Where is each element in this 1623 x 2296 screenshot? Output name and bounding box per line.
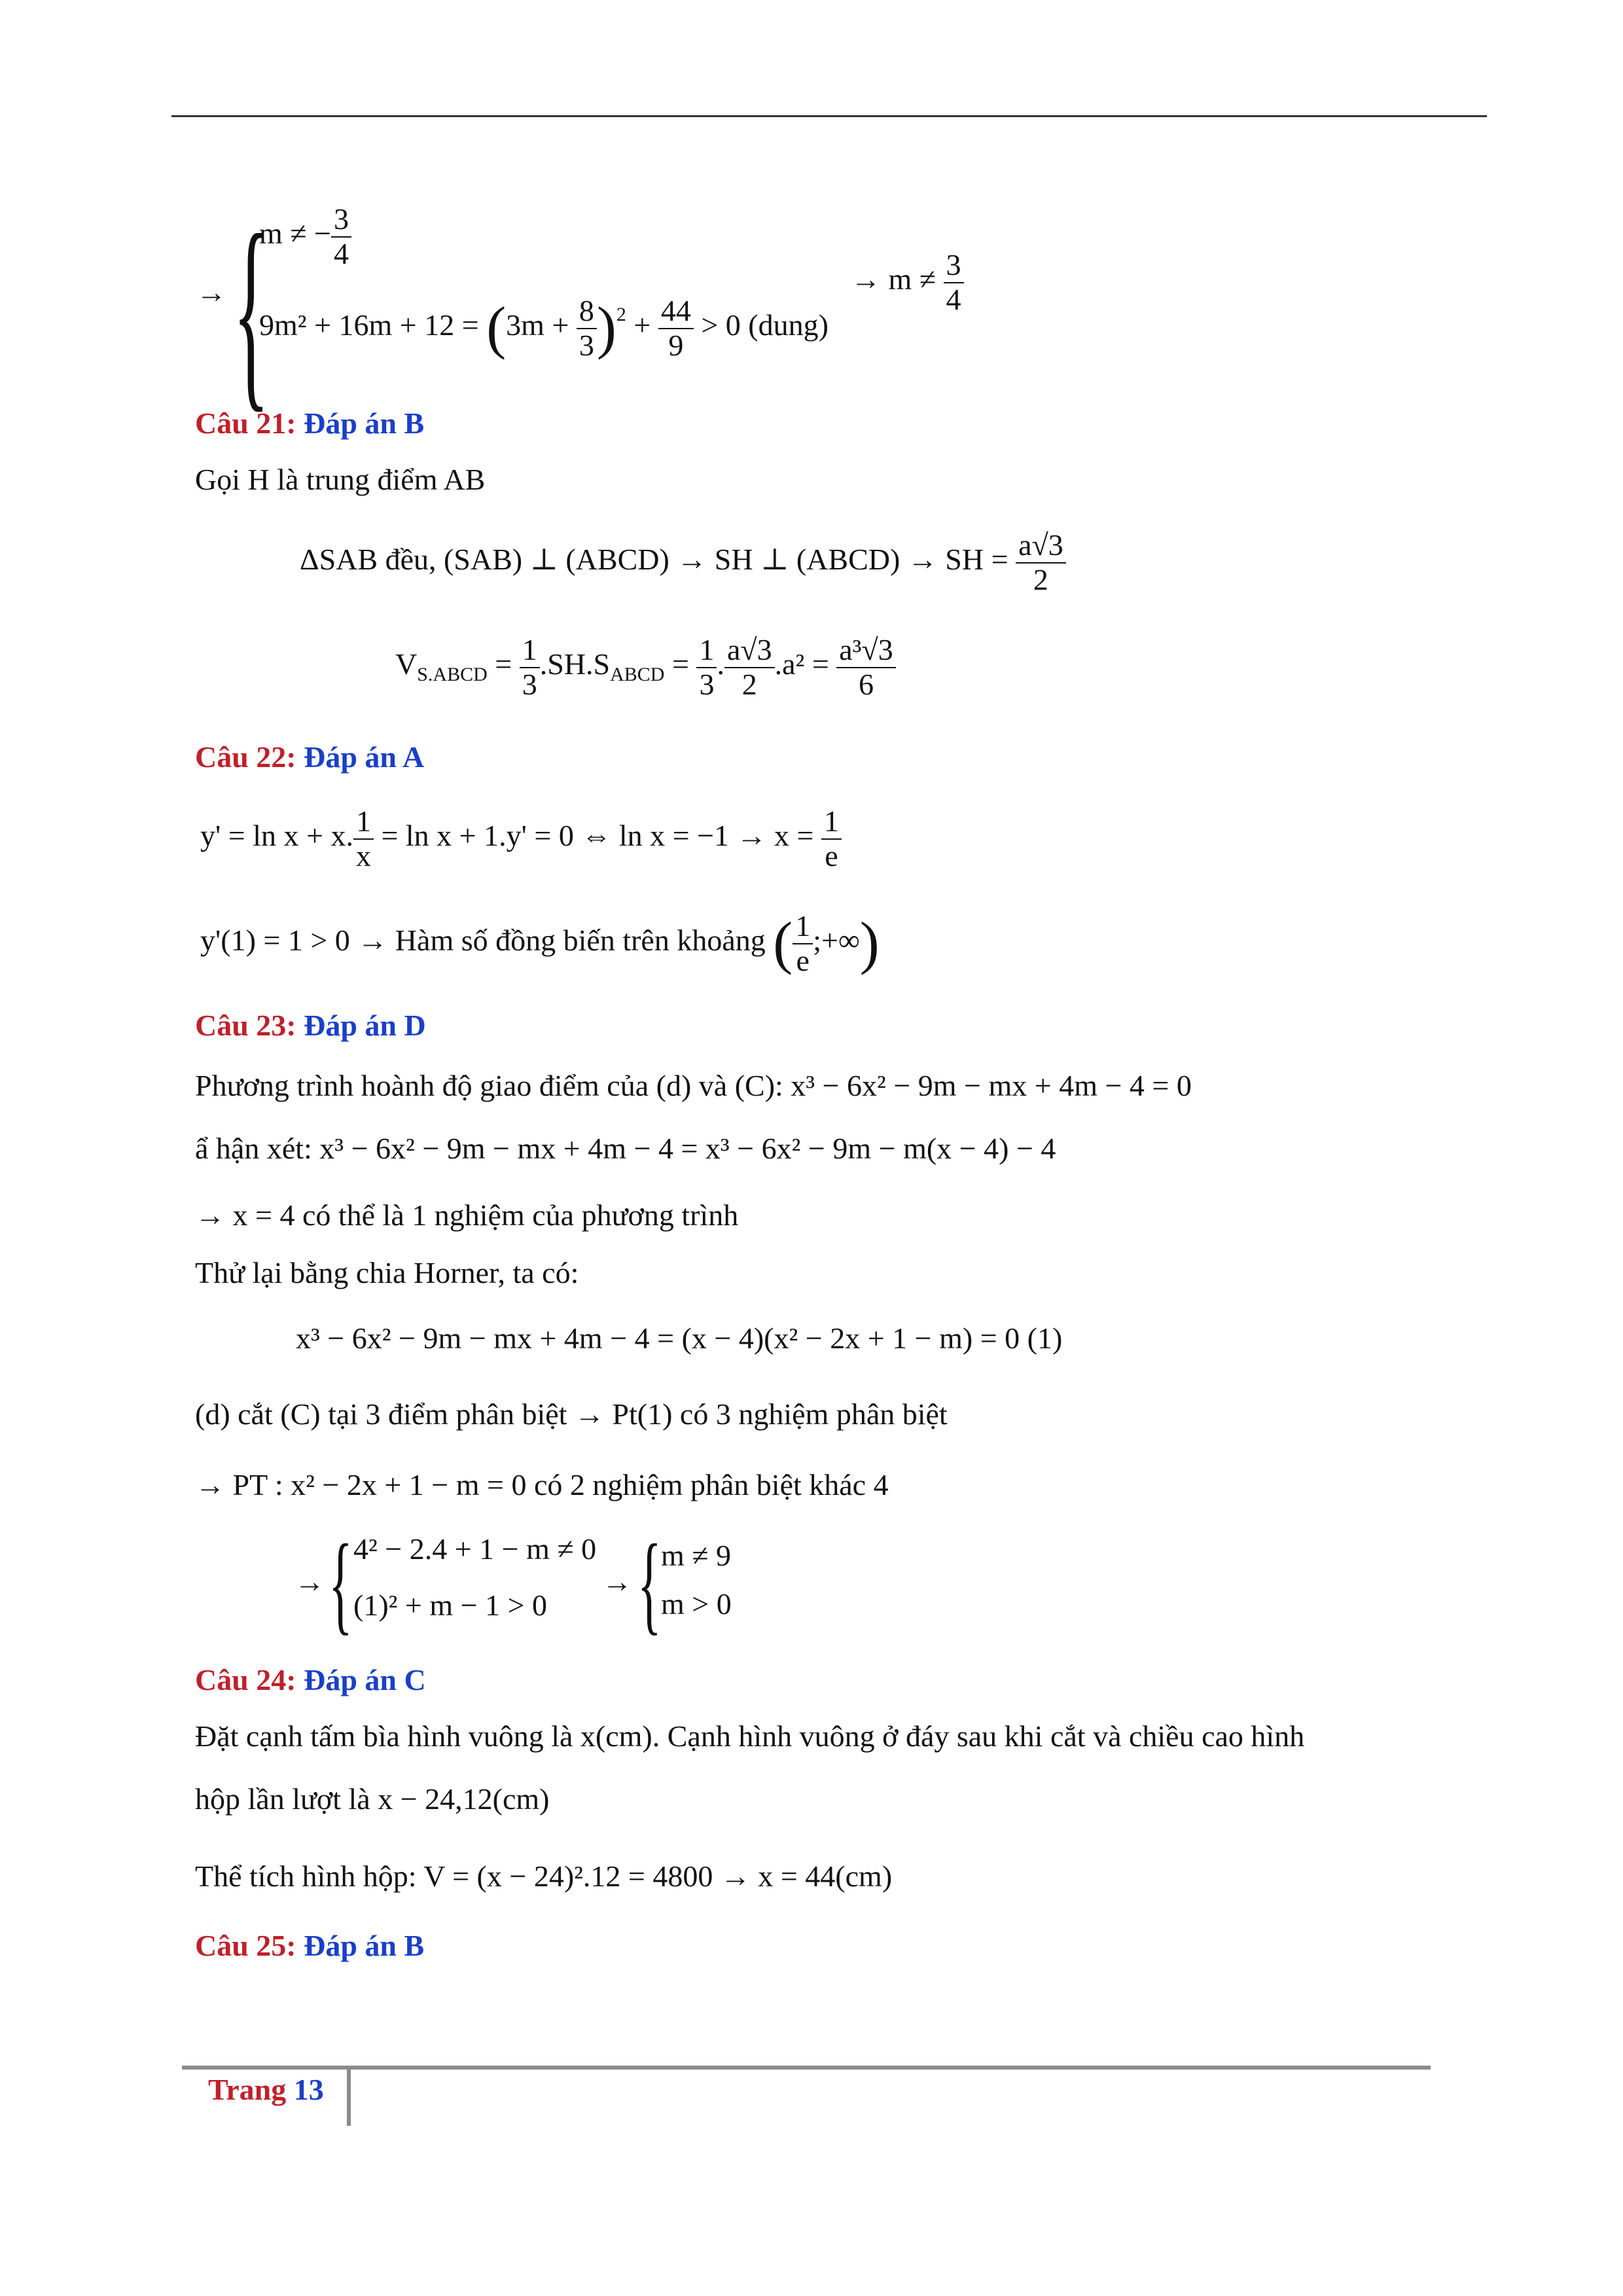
frac-3-4-b: $\frac{3}{4}$ [944,249,964,316]
frac-8-3: $\frac{8}{3}$ [577,295,597,362]
frac-a-sqrt3-2: $\frac{a√3}{2}$ [1016,529,1066,596]
q22-eq1: y' = ln x + x. $\frac{1}{x}$ = ln x + 1.y' = 0 ⇔ ln x = −1 → x = $\frac{1}{e}$ [200,805,842,872]
q21-eq1: ΔSAB đều, (SAB) ⊥ (ABCD) → SH ⊥ (ABCD) → SH = $\frac{a√3}{2}$ [300,529,1066,596]
frac-44-9: $\frac{44}{9}$ [658,295,694,362]
top-arrow: → [196,276,226,309]
q25-heading: Câu 25: Đáp án B [195,1929,425,1962]
q23-heading: Câu 23: Đáp án D [195,1009,426,1042]
q23-line2: ẩ hận xét: x³ − 6x² − 9m − mx + 4m − 4 = x³ − 6x² − 9m − m(x − 4) − 4 [195,1132,1056,1165]
q23-line7: → PT : x² − 2x + 1 − m = 0 có 2 nghiệm phân biệt khác 4 [195,1468,889,1501]
q23-line6: (d) cắt (C) tại 3 điểm phân biệt → Pt(1) có 3 nghiệm phân biệt [195,1397,948,1431]
footer-rule [182,2066,1431,2070]
footer-divider [347,2068,351,2126]
page-number: Trang 13 [208,2073,324,2106]
q21-eq2: $V_{S.ABCD}$ = $\frac{1}{3}$ $.SH.S_{ABCD}$ = $\frac{1}{3}$ . $\frac{a√3}{2}$ .a² = $\frac{\text{a³√3}}{6}$ [395,634,896,701]
frac-3-4-a: $\frac{3}{4}$ [331,203,351,270]
top-result: → m ≠ $\frac{3}{4}$ [851,249,964,316]
q23-line1: Phương trình hoành độ giao điểm của (d) và (C): x³ − 6x² − 9m − mx + 4m − 4 = 0 [195,1069,1192,1102]
q21-heading: Câu 21: Đáp án B [195,406,425,440]
top-brace: { [233,191,270,430]
q24-line2: hộp lần lượt là x − 24,12(cm) [195,1782,550,1816]
q24-line1: Đặt cạnh tấm bìa hình vuông là x(cm). Cạnh hình vuông ở đáy sau khi cắt và chiều cao hình [195,1719,1305,1753]
top-line2: 9m² + 16m + 12 = (3m + $\frac{8}{3}$ )$^2$ + $\frac{44}{9}$ > 0 (dung) [259,294,829,362]
q21-text1: Gọi H là trung điểm AB [195,463,486,496]
q22-heading: Câu 22: Đáp án A [195,740,425,774]
q23-line4: Thử lại bằng chia Horner, ta có: [195,1256,579,1289]
q22-eq2: y'(1) = 1 > 0 → Hàm số đồng biến trên khoảng ( $\frac{1}{e}$ ;+∞) [200,909,880,977]
top-line1: m ≠ − $\frac{3}{4}$ [259,203,351,270]
q24-heading: Câu 24: Đáp án C [195,1663,426,1696]
q24-line3: Thể tích hình hộp: V = (x − 24)².12 = 4800 → x = 44(cm) [195,1859,893,1893]
header-rule [171,115,1487,117]
q23-line3: → x = 4 có thể là 1 nghiệm của phương trình [195,1198,739,1232]
q23-line5: x³ − 6x² − 9m − mx + 4m − 4 = (x − 4)(x² − 2x + 1 − m) = 0 (1) [296,1321,1063,1355]
